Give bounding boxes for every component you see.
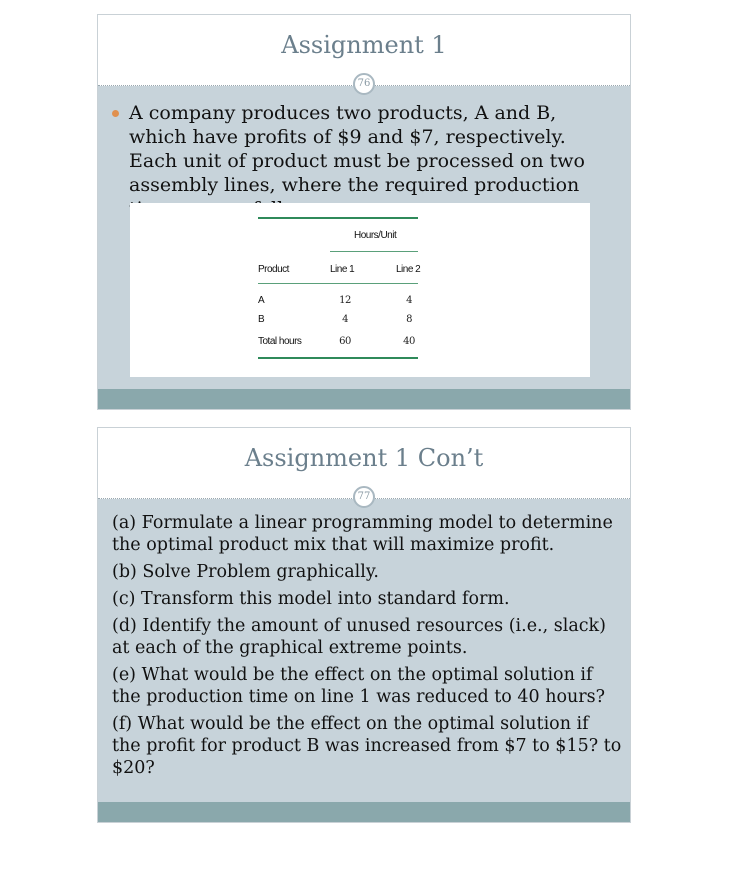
table-row-line2: 4 [406, 295, 412, 306]
table-group-header: Hours/Unit [354, 230, 397, 241]
slide-title: Assignment 1 Con’t [244, 444, 484, 472]
table-row-product: B [258, 314, 265, 325]
slide-number-badge: 77 [353, 486, 375, 508]
table-row-line1: 12 [339, 295, 351, 306]
table-header-rule [258, 283, 418, 284]
slide-assignment-1 [97, 14, 631, 410]
column-header-line1: Line 1 [330, 264, 355, 275]
column-header-line2: Line 2 [396, 264, 421, 275]
slide-assignment-1-cont [97, 427, 631, 823]
question-list [112, 512, 622, 784]
question-a: (a) Formulate a linear programming model to determine the optimal product mix that will maximize profit. [112, 513, 613, 555]
table-row-line2: 40 [403, 336, 415, 347]
table-bottom-rule [258, 357, 418, 359]
slide-title: Assignment 1 [281, 31, 447, 59]
bullet-text: A company produces two products, A and B, which have profits of $9 and $7, respectively. Each unit of product must be processed on two assembly lines, where the required production [129, 102, 585, 196]
production-table-panel [130, 203, 590, 377]
column-header-product: Product [258, 264, 289, 275]
slide-footer-bar [98, 389, 630, 409]
slide-footer-bar [98, 802, 630, 822]
slide-number-badge: 76 [353, 73, 375, 95]
question-c: (c) Transform this model into standard form. [112, 589, 510, 609]
table-row-line1: 4 [342, 314, 348, 325]
table-top-rule [258, 217, 418, 219]
question-f: (f) What would be the effect on the optimal solution if the profit for product B was increased from $7 to $15? to $20? [112, 714, 622, 778]
table-row-product: A [258, 295, 265, 306]
bullet-dot-icon [112, 110, 119, 117]
question-d: (d) Identify the amount of unused resources (i.e., slack) at each of the graphical extreme points. [112, 616, 606, 658]
question-b: (b) Solve Problem graphically. [112, 562, 379, 582]
table-row-line2: 8 [406, 314, 412, 325]
table-group-rule [330, 251, 418, 252]
question-e: (e) What would be the effect on the optimal solution if the production time on line 1 was reduced to 40 hours? [112, 665, 606, 707]
table-row-product: Total hours [258, 336, 302, 347]
table-row-line1: 60 [339, 336, 351, 347]
